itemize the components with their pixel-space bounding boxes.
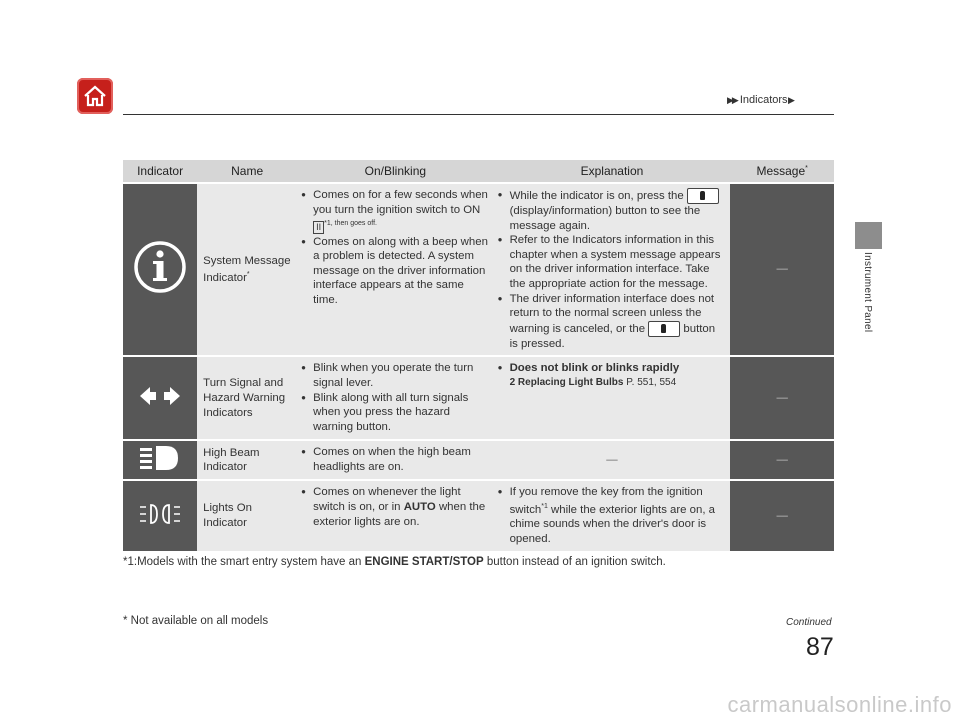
explanation-text: button is pressed.: [509, 322, 716, 350]
list-item: ● Refer to the Indicators information in this chapter when a system message appears on the driver information interface. Take the appropriate action for the message.: [498, 233, 727, 291]
chapter-tab[interactable]: [855, 222, 882, 249]
col-header: On/Blinking: [297, 160, 493, 182]
indicator-cell: [123, 441, 197, 479]
list-item: [301, 188, 491, 235]
table-row: [123, 357, 834, 439]
name-cell: [197, 184, 297, 355]
page-number: 87: [806, 633, 834, 661]
explanation-cell: [494, 184, 731, 355]
message-cell: —: [730, 357, 834, 439]
ignition-position-icon: II: [313, 221, 324, 234]
col-header: Indicator: [123, 160, 197, 182]
message-cell: —: [730, 481, 834, 550]
on-text: Comes on whenever the light switch is on, or in: [313, 486, 461, 513]
lights-on-icon: [138, 502, 182, 526]
explanation-cell: [494, 481, 731, 550]
note-mark: *: [246, 271, 250, 279]
indicator-table: [123, 158, 834, 553]
list-item: ● Blink when you operate the turn signal lever.: [301, 361, 491, 390]
list-item: ● Comes on along with a beep when a problem is detected. A system message on the driver information interface appears at the same time.: [301, 235, 491, 308]
on-blinking-cell: [297, 357, 493, 439]
explanation-cell: [494, 357, 731, 439]
display-info-button-icon: [648, 321, 680, 337]
footnote-text: button instead of an ignition switch.: [486, 556, 666, 568]
auto-label: AUTO: [403, 500, 436, 513]
col-header: Name: [197, 160, 297, 182]
high-beam-icon: [138, 444, 182, 472]
home-button[interactable]: [77, 78, 113, 114]
footnote: [123, 556, 666, 568]
info-circle-icon: [133, 240, 187, 294]
reference-arrow-icon: 2: [509, 376, 516, 388]
explanation-text: (display/information) button to see the message again.: [509, 205, 701, 232]
chapter-label: Instrument Panel: [862, 252, 873, 333]
on-text: Comes on for a few seconds when you turn the ignition switch to ON: [313, 189, 488, 216]
explanation-cell: —: [494, 441, 731, 479]
name-cell: Turn Signal and Hazard Warning Indicators: [197, 357, 297, 439]
col-header-label: Message: [756, 164, 806, 178]
name-cell: Lights On Indicator: [197, 481, 297, 550]
col-header: Explanation: [494, 160, 731, 182]
breadcrumb-label: Indicators: [739, 94, 788, 106]
indicator-cell: [123, 184, 197, 355]
list-item: ● Blink along with all turn signals when you press the hazard warning button.: [301, 391, 491, 435]
cross-reference-link[interactable]: [498, 376, 727, 391]
table-row: [123, 184, 834, 355]
explanation-text: While the indicator is on, press the: [509, 190, 684, 203]
table-row: [123, 481, 834, 550]
breadcrumb-arrow-icon: ▶: [787, 95, 793, 105]
list-item: [498, 485, 727, 546]
message-cell: —: [730, 184, 834, 355]
table-header-row: [123, 160, 834, 182]
explanation-text: If you remove the key from the ignition switch: [509, 486, 703, 516]
turn-signal-arrows-icon: [138, 384, 182, 408]
list-item: [498, 292, 727, 352]
on-text: when the exterior lights are on.: [313, 500, 486, 528]
on-blinking-cell: [297, 441, 493, 479]
availability-note: * Not available on all models: [123, 615, 269, 627]
reference-pages: P. 551, 554: [626, 376, 677, 388]
list-item: ● Does not blink or blinks rapidly: [498, 361, 727, 376]
explanation-text: The driver information interface does not return to the normal screen unless the warning is canceled, or the: [509, 292, 715, 335]
message-cell: —: [730, 441, 834, 479]
explanation-text: while the exterior lights are on, a chime sounds when the driver's door is opened.: [509, 503, 716, 545]
reference-title: Replacing Light Bulbs: [517, 376, 624, 388]
list-item: ● Comes on when the high beam headlights are on.: [301, 445, 491, 474]
on-text: *1, then goes off.: [324, 220, 377, 228]
watermark: carmanualsonline.info: [727, 692, 952, 717]
on-blinking-cell: [297, 481, 493, 550]
name-cell: High Beam Indicator: [197, 441, 297, 479]
note-mark: *1: [541, 502, 548, 510]
list-item: [498, 188, 727, 233]
indicator-cell: [123, 481, 197, 550]
continued-label: Continued: [786, 617, 832, 628]
indicator-name: System Message Indicator: [203, 254, 291, 285]
breadcrumb-arrow-icon: ▶▶: [727, 95, 737, 105]
breadcrumb[interactable]: [727, 94, 796, 106]
list-item: [301, 485, 491, 529]
note-mark: *: [805, 165, 808, 172]
footnote-text: *1:Models with the smart entry system have an: [123, 556, 362, 568]
indicator-cell: [123, 357, 197, 439]
header-rule: [123, 114, 834, 115]
footnote-bold: ENGINE START/STOP: [364, 556, 484, 568]
on-blinking-cell: [297, 184, 493, 355]
col-header-message: [730, 160, 834, 182]
table-row: [123, 441, 834, 479]
display-info-button-icon: [687, 188, 719, 204]
home-icon: [83, 84, 107, 108]
